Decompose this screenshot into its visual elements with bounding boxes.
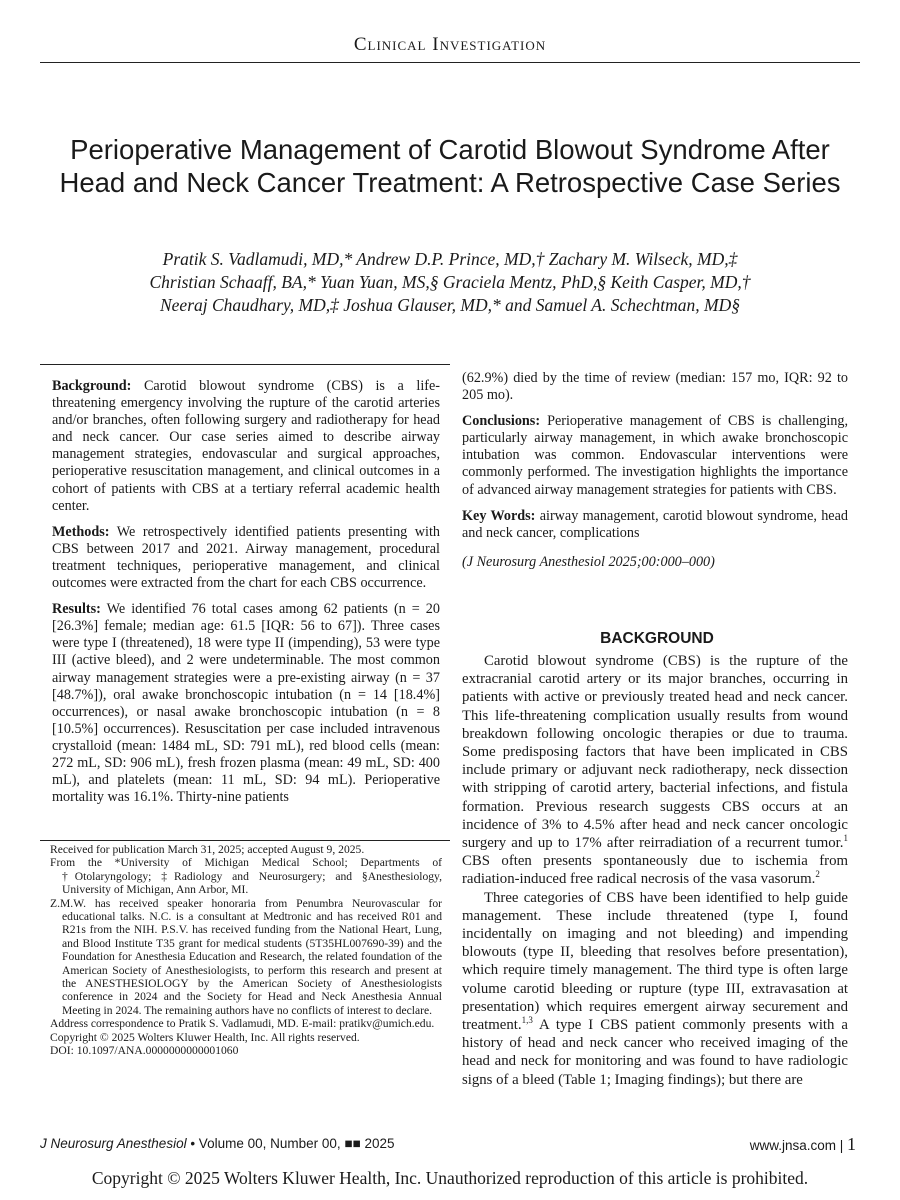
p2-text-a: Three categories of CBS have been identified to help guide management. These include threatened (type I, found incidentally on imaging and not bleeding) and impending blowouts (type II, bleeding that resolves before presentation), which require timely management. The third type is often large volume carotid bleeding or rupture (type III, extravasation at presentation) which requires emergent airway securement and treatment. xyxy=(462,889,848,1034)
methods-label: Methods: xyxy=(52,523,110,540)
abstract-background xyxy=(52,378,440,515)
header-rule xyxy=(40,62,860,63)
abstract-results xyxy=(52,601,440,806)
doi-note: DOI: 10.1097/ANA.0000000000001060 xyxy=(50,1044,239,1058)
authors-line-1: Pratik S. Vadlamudi, MD,* Andrew D.P. Prince, MD,† Zachary M. Wilseck, MD,‡ xyxy=(162,249,738,269)
abstract-left-column xyxy=(52,378,440,815)
ref-2: 2 xyxy=(815,869,820,880)
body-text xyxy=(462,652,848,1089)
background-heading: BACKGROUND xyxy=(600,630,714,647)
conclusions-label: Conclusions: xyxy=(462,413,541,430)
methods-text: We retrospectively identified patients presenting with CBS between 2017 and 2021. Airway management, procedural treatment techniques, perioperative management, and clinical outcomes were extracted from the chart for each CBS occurrence. xyxy=(52,523,440,592)
affiliations-note: From the *University of Michigan Medical School; Departments of †Otolaryngology; ‡Radiology and Neurosurgery; and §Anesthesiology, University of Michigan, Ann Arbor, MI. xyxy=(50,856,442,897)
article-title: Perioperative Management of Carotid Blowout Syndrome After Head and Neck Cancer Treatment: A Retrospective Case Series xyxy=(59,134,841,198)
ref-1: 1 xyxy=(843,833,848,844)
copyright-banner: Copyright © 2025 Wolters Kluwer Health, Inc. Unauthorized reproduction of this article is prohibited. xyxy=(91,1168,809,1188)
results-continued: (62.9%) died by the time of review (median: 157 mo, IQR: 92 to 205 mo). xyxy=(462,370,848,404)
footer-site: www.jnsa.com | 1 xyxy=(749,1134,856,1154)
abstract-rule xyxy=(40,364,450,365)
results-label: Results: xyxy=(52,601,101,618)
front-matter-notes xyxy=(50,843,442,1058)
citation: (J Neurosurg Anesthesiol 2025;00:000–000) xyxy=(462,553,715,570)
page-number: 1 xyxy=(847,1134,856,1154)
author-list xyxy=(40,248,860,317)
abstract-methods xyxy=(52,524,440,592)
p2-text-b: A type I CBS patient commonly presents with a history of head and neck cancer who received imaging of the head and neck for monitoring and was found to have radiologic signs of a bleed (Table 1; Imaging findings); but there are xyxy=(462,1017,848,1088)
copyright-note: Copyright © 2025 Wolters Kluwer Health, Inc. All rights reserved. xyxy=(50,1030,360,1044)
disclosures-note: Z.M.W. has received speaker honoraria from Penumbra Neurovascular for educational talks. N.C. is a consultant at Medtronic and has received R01 and R21s from the NIH. P.S.V. has received funding from the National Heart, Lung, and Blood Institute T35 grant for medical students (5T35HL007690-39) and the Foundation for Anesthesia Education and Research, the related foundation of the American Society of Anesthesiologists, to perform this research and present at the ANESTHESIOLOGY by the American Society of Anesthesiologists conference in 2024 and the Society for Head and Neck Anesthesia Annual Meeting in 2024. The remaining authors have no conflicts of interest to declare. xyxy=(50,896,442,1017)
abstract-conclusions xyxy=(462,413,848,498)
background-text: Carotid blowout syndrome (CBS) is a life-threatening emergency involving the rupture of the carotid arteries and/or branches, often following surgery and radiotherapy for head and neck cancer. Our case series aimed to describe airway management strategies, endovascular and surgical approaches, perioperative resuscitation management, and clinical outcomes in a cohort of patients with CBS at a tertiary referral academic health center. xyxy=(52,378,441,514)
authors-line-2: Christian Schaaff, BA,* Yuan Yuan, MS,§ Graciela Mentz, PhD,§ Keith Casper, MD,† xyxy=(149,272,751,292)
footer-url[interactable]: www.jnsa.com xyxy=(749,1138,836,1153)
body-paragraph-1 xyxy=(462,652,848,889)
background-label: Background: xyxy=(52,378,132,394)
footer-journal-name: J Neurosurg Anesthesiol xyxy=(40,1136,187,1151)
p1-text-b: CBS often presents spontaneously due to ischemia from radiation-induced free radical necrosis of the vasa vasorum. xyxy=(462,853,848,888)
authors-line-3: Neeraj Chaudhary, MD,‡ Joshua Glauser, MD,* and Samuel A. Schechtman, MD§ xyxy=(159,295,741,315)
results-text: We identified 76 total cases among 62 patients (n = 20 [26.3%] female; median age: 61.5 [IQR: 56 to 67]). Three cases were type I (threatened), 18 were type II (impending), 53 were type III (active bleed), and 2 were undeterminable. The most common airway management strategies were a pre-existing airway (n = 37 [48.7%]), oral awake bronchoscopic intubation (n = 14 [18.4%] occurrences), or nasal awake bronchoscopic intubation (n = 8 [10.5%] occurrences). Resuscitation per case included intravenous crystalloid (mean: 1484 mL, SD: 791 mL), red blood cells (mean: 272 mL, SD: 906 mL), fresh frozen plasma (mean: 49 mL, SD: 400 mL), and platelets (mean: 11 mL, SD: 94 mL). Perioperative mortality was 16.1%. Thirty-nine patients xyxy=(52,601,440,806)
body-paragraph-2 xyxy=(462,889,848,1089)
keywords-text: airway management, carotid blowout syndrome, head and neck cancer, complications xyxy=(462,507,848,541)
abstract-keywords xyxy=(462,508,848,542)
received-note: Received for publication March 31, 2025; accepted August 9, 2025. xyxy=(50,843,365,856)
correspondence-note: Address correspondence to Pratik S. Vadlamudi, MD. E-mail: pratikv@umich.edu. xyxy=(50,1017,435,1031)
footer-journal xyxy=(40,1136,394,1151)
p1-text-a: Carotid blowout syndrome (CBS) is the rupture of the extracranial carotid artery or its major branches, occurring in patients with active or previously treated head and neck cancer. This life-threatening complication usually results from wound breakdown following oncologic therapies or due to trauma. Some predisposing factors that have been implicated in CBS include primary or adjuvant neck radiotherapy, neck dissection with stripping of carotid artery, bacterial infections, and fistula formation. Previous research suggests CBS occurs at an incidence of 3% to 4.5% after head and neck cancer oncologic surgery and up to 17% after reirradiation of a recurrent tumor. xyxy=(462,653,848,852)
notes-rule xyxy=(40,840,450,841)
section-label: Clinical Investigation xyxy=(353,34,547,55)
keywords-label: Key Words: xyxy=(462,507,536,524)
conclusions-text: Perioperative management of CBS is challenging, particularly airway management, in which awake bronchoscopic intubation was common. Endovascular interventions were commonly performed. The investigation highlights the importance of advanced airway management strategies for patients with CBS. xyxy=(462,413,848,498)
footer-volume: • Volume 00, Number 00, ■■ 2025 xyxy=(186,1136,395,1151)
abstract-right-column xyxy=(462,370,848,580)
ref-3: 1,3 xyxy=(521,1015,533,1026)
